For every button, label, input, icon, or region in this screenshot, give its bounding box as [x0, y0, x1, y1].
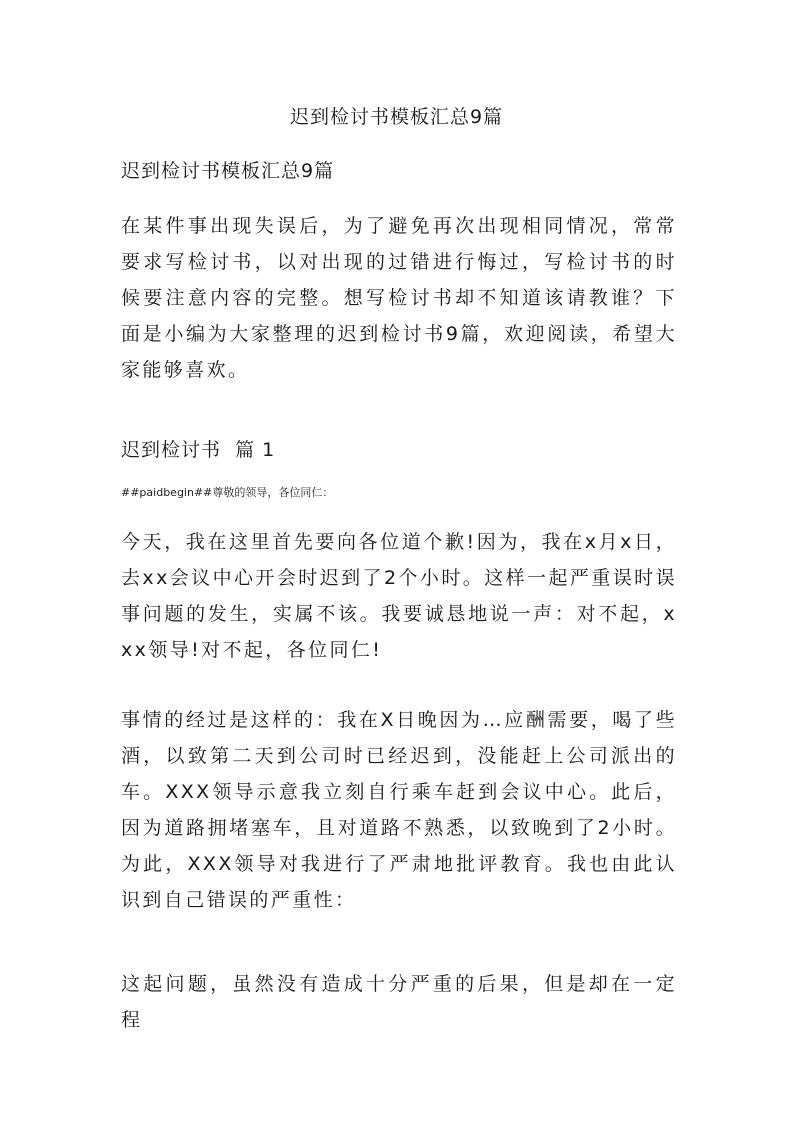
document-title: 迟到检讨书模板汇总9篇	[289, 106, 504, 128]
salutation-note: ##paidbegin##尊敬的领导，各位同仁：	[121, 486, 334, 499]
body-paragraph: 事情的经过是这样的：我在X日晚因为…应酬需要，喝了些酒，以致第二天到公司时已经迟到，没能赶上公司派出的车。XXX领导示意我立刻自行乘车赶到会议中心。此后，因为道路拥堵塞车，且对道路不熟悉，以致晚到了2小时。为此，XXX领导对我进行了严肃地批评教育。我也由此认识到自己错误的严重性：	[121, 709, 677, 911]
document-subtitle: 迟到检讨书模板汇总9篇	[121, 160, 335, 182]
intro-paragraph: 在某件事出现失误后，为了避免再次出现相同情况，常常要求写检讨书，以对出现的过错进行悔过，写检讨书的时候要注意内容的完整。想写检讨书却不知道该请教谁？下面是小编为大家整理的迟到检讨书9篇，欢迎阅读，希望大家能够喜欢。	[121, 215, 677, 381]
body-paragraph: 今天，我在这里首先要向各位道个歉!因为，我在x月x日，去xx会议中心开会时迟到了2个小时。这样一起严重误时误事问题的发生，实属不该。我要诚恳地说一声：对不起，xxx领导!对不起，各位同仁!	[121, 531, 678, 661]
section-heading: 迟到检讨书 篇 1	[121, 439, 276, 461]
body-paragraph: 这起问题，虽然没有造成十分严重的后果，但是却在一定程	[121, 973, 677, 1031]
